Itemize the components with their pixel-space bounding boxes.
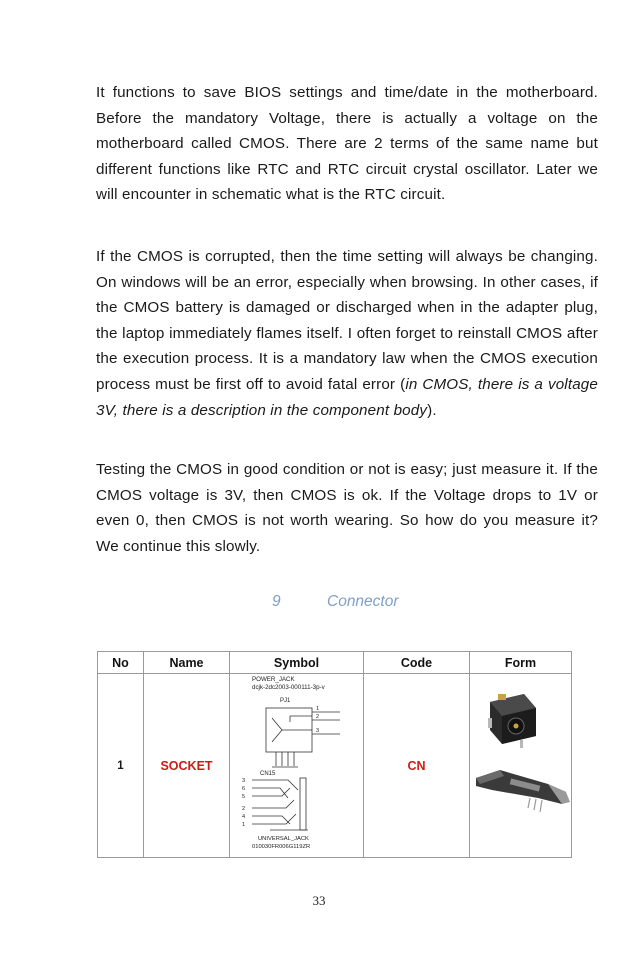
header-code: Code xyxy=(364,652,470,674)
connector-table xyxy=(97,651,572,858)
table-row xyxy=(98,674,572,858)
power-jack-contact xyxy=(272,718,282,742)
pin-label: 4 xyxy=(242,814,246,820)
universal-jack-contact xyxy=(270,788,290,796)
header-name: Name xyxy=(144,652,230,674)
cell-form xyxy=(470,674,572,858)
pin-label: 6 xyxy=(242,786,246,792)
paragraph-text-end: ). xyxy=(427,401,437,419)
pin-label: 1 xyxy=(316,706,320,712)
paragraph-text: It functions to save BIOS settings and time/date in the motherboard. Before the mandatory Voltage, there is actually a voltage on the motherboard called CMOS. There are 2 terms of the same name but different functions like RTC and RTC circuit crystal oscillator. Later we will encounter in schematic what is the RTC circuit. xyxy=(96,84,598,204)
universal-jack-body xyxy=(300,778,306,830)
pin-label: 5 xyxy=(242,794,246,800)
symbol-label: 010030FR006G119ZR xyxy=(252,844,311,850)
symbol-ref: CN15 xyxy=(260,771,276,777)
connector-photo xyxy=(470,674,572,857)
table-header-row xyxy=(98,652,572,674)
universal-jack-image xyxy=(476,770,570,812)
paragraph-cmos-corrupted xyxy=(96,244,598,423)
header-no: No xyxy=(98,652,144,674)
symbol-label: UNIVERSAL_JACK xyxy=(258,836,309,842)
paragraph-cmos-function xyxy=(96,80,598,208)
header-form: Form xyxy=(470,652,572,674)
dc-power-jack-image xyxy=(488,694,536,748)
paragraph-text xyxy=(96,244,598,423)
symbol-label: dcjk-2dc2003-000111-3p-v xyxy=(252,684,325,691)
symbol-label: POWER_JACK xyxy=(252,676,295,683)
cell-name: SOCKET xyxy=(144,674,230,858)
symbol-ref: PJ1 xyxy=(280,698,291,704)
cell-code: CN xyxy=(364,674,470,858)
paragraph-cmos-testing xyxy=(96,457,598,559)
universal-jack-contact xyxy=(270,814,296,824)
universal-jack-contact xyxy=(270,800,294,808)
section-number: 9 xyxy=(272,593,281,610)
pin-label: 3 xyxy=(242,778,246,784)
pin-label: 2 xyxy=(242,806,246,812)
cell-symbol xyxy=(230,674,364,858)
cell-no: 1 xyxy=(98,674,144,858)
paragraph-text-italic: in CMOS, there is a voltage 3V, there is a description in the component body xyxy=(96,375,598,419)
paragraph-text-regular: If the CMOS is corrupted, then the time setting will always be changing. On windows will be an error, especially when browsing. In other cases, if the CMOS battery is damaged or discharged when in the adapter plug, the laptop immediately flames itself. I often forget to reinstall CMOS after the execution process. It is a mandatory law when the CMOS execution process must be first off to avoid fatal error ( xyxy=(96,248,598,393)
section-heading xyxy=(0,593,638,615)
pin-label: 1 xyxy=(242,822,246,828)
pin-label: 3 xyxy=(316,728,320,734)
paragraph-text: Testing the CMOS in good condition or not is easy; just measure it. If the CMOS voltage is 3V, then CMOS is ok. If the Voltage drops to 1V or even 0, then CMOS is not worth wearing. So how do you measure it? We continue this slowly. xyxy=(96,461,598,555)
connector-schematic-symbol xyxy=(230,674,364,857)
pin-label: 2 xyxy=(316,714,320,720)
page-number: 33 xyxy=(312,893,326,908)
header-symbol: Symbol xyxy=(230,652,364,674)
section-title: Connector xyxy=(327,593,399,610)
universal-jack-contact xyxy=(270,780,298,790)
